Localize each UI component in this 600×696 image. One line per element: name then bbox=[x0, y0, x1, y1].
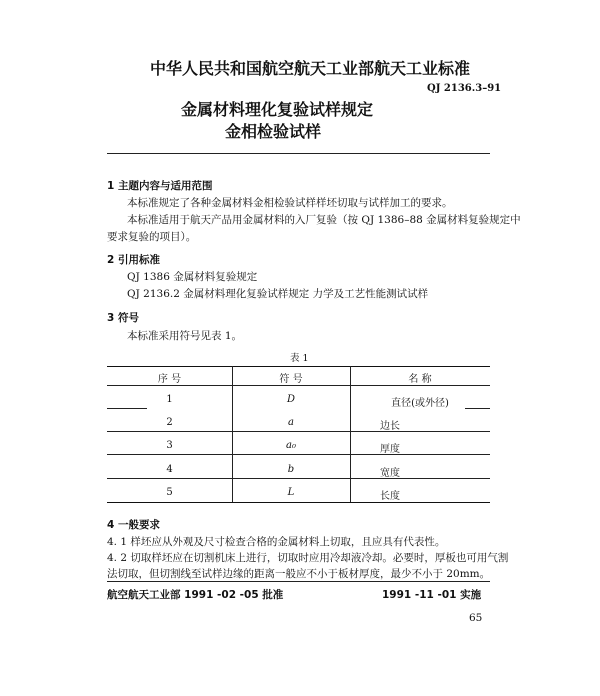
document-title-line2: 金相检验试样 bbox=[225, 122, 322, 141]
section1-paragraph2-line2: 要求复验的项目）。 bbox=[107, 231, 197, 243]
table-cell-number: 3 bbox=[166, 440, 173, 451]
section3-paragraph: 本标准采用符号见表 1。 bbox=[127, 330, 243, 342]
section3-heading: 3 符号 bbox=[107, 312, 139, 324]
table-column-divider bbox=[350, 366, 351, 502]
approval-date: 航空航天工业部 1991 -02 -05 批准 bbox=[107, 589, 284, 601]
section2-heading: 2 引用标准 bbox=[107, 254, 160, 266]
table-cell-name: 厚度 bbox=[380, 444, 400, 455]
table-cell-number: 4 bbox=[166, 464, 173, 475]
implementation-date: 1991 -11 -01 实施 bbox=[382, 589, 482, 601]
table-cell-name: 宽度 bbox=[380, 468, 400, 479]
clause-4-1: 4. 1 样坯应从外观及尺寸检查合格的金属材料上切取，且应具有代表性。 bbox=[107, 536, 446, 548]
table-cell-name: 长度 bbox=[380, 491, 400, 502]
table-row-rule bbox=[107, 408, 147, 409]
clause-4-2-line1: 4. 2 切取样坯应在切割机床上进行，切取时应用冷却液冷却。必要时，厚板也可用气割 bbox=[107, 552, 509, 564]
table-cell-number: 2 bbox=[166, 417, 173, 428]
table-bottom-border bbox=[107, 502, 490, 503]
table-row-rule bbox=[107, 478, 490, 479]
table-cell-name: 边长 bbox=[380, 421, 400, 432]
table-cell-symbol: L bbox=[287, 487, 295, 498]
clause-4-2-line2: 法切取，但切割线至试样边缘的距离一般应不小于板材厚度，最少不小于 20mm。 bbox=[107, 568, 491, 580]
table-row-rule bbox=[107, 431, 490, 432]
section4-heading: 4 一般要求 bbox=[107, 519, 160, 531]
reference-qj1386: QJ 1386 金属材料复验规定 bbox=[127, 271, 258, 283]
footer-divider bbox=[107, 581, 490, 582]
standard-code: QJ 2136.3–91 bbox=[427, 83, 502, 94]
table-header-symbol: 符 号 bbox=[279, 374, 303, 385]
table-cell-symbol: a bbox=[288, 417, 294, 428]
section1-heading: 1 主题内容与适用范围 bbox=[107, 180, 213, 192]
table-cell-number: 5 bbox=[166, 487, 173, 498]
table-top-border bbox=[107, 366, 490, 367]
table-cell-symbol: b bbox=[287, 464, 295, 475]
table-cell-symbol: D bbox=[286, 394, 296, 405]
section1-paragraph1: 本标准规定了各种金属材料金相检验试样样坯切取与试样加工的要求。 bbox=[127, 197, 453, 209]
table-caption: 表 1 bbox=[290, 353, 309, 364]
table-cell-name: 直径(或外径) bbox=[391, 398, 449, 409]
table-column-divider bbox=[232, 366, 233, 502]
section1-paragraph2-line1: 本标准适用于航天产品用金属材料的入厂复验（按 QJ 1386–88 金属材料复验规定中 bbox=[127, 214, 521, 226]
reference-qj2136-2: QJ 2136.2 金属材料理化复验试样规定 力学及工艺性能测试试样 bbox=[127, 288, 429, 300]
page-number: 65 bbox=[469, 612, 483, 624]
table-cell-symbol: a₀ bbox=[286, 440, 296, 451]
document-title-line1: 金属材料理化复验试样规定 bbox=[181, 100, 374, 119]
table-header-border bbox=[107, 385, 490, 386]
table-row-rule bbox=[107, 454, 490, 455]
title-divider bbox=[107, 153, 490, 154]
organization-title: 中华人民共和国航空航天工业部航天工业标准 bbox=[150, 59, 471, 78]
table-header-name: 名 称 bbox=[408, 374, 432, 385]
table-cell-number: 1 bbox=[166, 394, 173, 405]
table-header-number: 序 号 bbox=[157, 374, 182, 385]
